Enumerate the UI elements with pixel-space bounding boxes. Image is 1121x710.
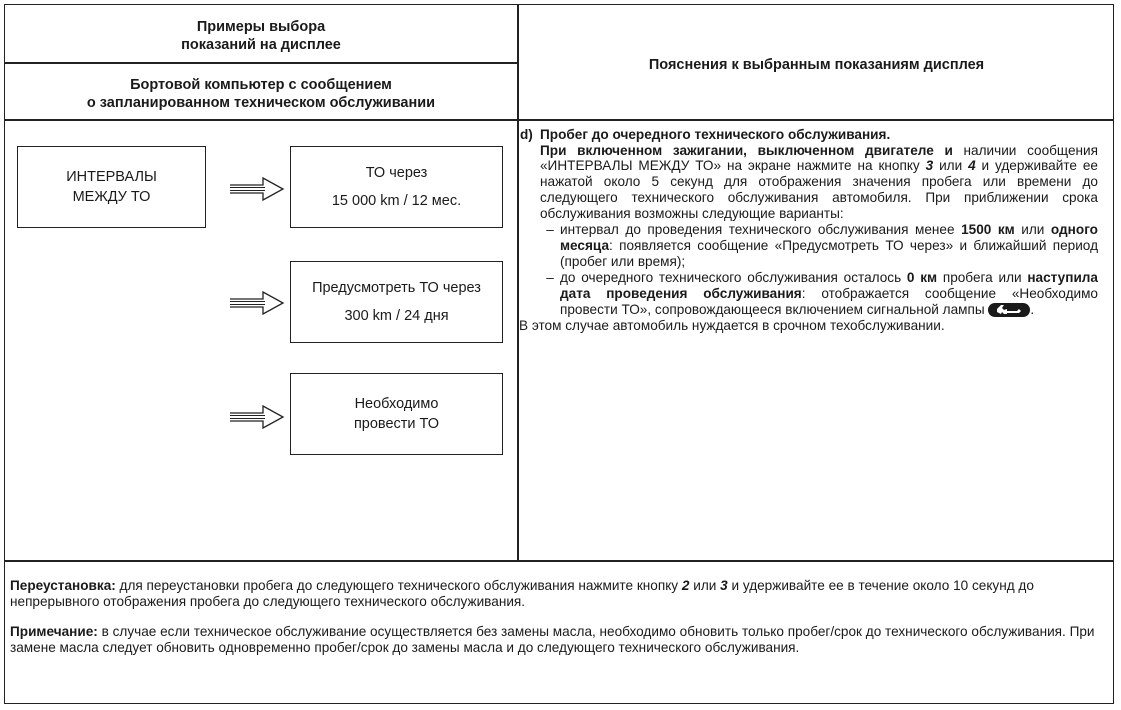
display-intervals-line1: ИНТЕРВАЛЫ	[66, 169, 157, 185]
display-to-in-line1: ТО через	[365, 165, 428, 181]
display-intervals-line2: МЕЖДУ ТО	[72, 189, 151, 205]
header-left-top	[4, 18, 518, 54]
note-label: Примечание:	[10, 624, 98, 639]
header-bottom-rule	[4, 119, 1114, 121]
header-right: Пояснения к выбранным показаниям дисплея	[648, 57, 985, 73]
reset-paragraph: Переустановка: для переустановки пробега до следующего технического обслуживания нажмите кнопку 2 или 3 и удерживайте ее в течение около 10 секунд до непрерывного отображения пробега до следующего технического обслуживания.	[10, 578, 1034, 609]
display-required	[290, 373, 503, 455]
item-letter: d)	[520, 127, 533, 142]
note-paragraph: Примечание: в случае если техническое обслуживание осуществляется без замены масла, необходимо обновить только пробег/срок до технического обслуживания. При замене масла следует обновить одновременно пробег/срок до замены масла и до следующего технического обслуживания.	[10, 624, 1095, 655]
display-required-line1: Необходимо	[354, 396, 439, 412]
header-left-bottom-line2: о запланированном техническом обслуживании	[86, 95, 436, 111]
explanation-item-d	[520, 127, 1098, 317]
reset-label: Переустановка:	[10, 578, 116, 593]
header-left-top-line1: Примеры выбора	[196, 19, 326, 35]
header-left-top-line2: показаний на дисплее	[181, 37, 341, 53]
display-to-in-line2: 15 000 km / 12 мес.	[331, 193, 462, 209]
header-left-bottom-line1: Бортовой компьютер с сообщением	[130, 77, 392, 93]
arrow-right-icon	[229, 289, 285, 317]
display-plan-to-line1: Предусмотреть ТО через	[312, 280, 481, 296]
header-divider-left	[4, 62, 518, 64]
arrow-right-icon	[229, 175, 285, 203]
arrow-right-icon	[229, 403, 285, 431]
display-plan-to	[290, 261, 503, 343]
display-required-line2: провести ТО	[353, 416, 440, 432]
item-paragraph: При включенном зажигании, выключенном двигателе и наличии сообщения «ИНТЕРВАЛЫ МЕЖДУ ТО» на экране нажмите на кнопку 3 или 4 и удерживайте ее нажатой около 5 секунд для отображения значения пробега или времени до следующего технического обслуживания автомобиля. При приближении срока обслуживания возможны следующие варианты:	[540, 142, 1098, 221]
item-title: Пробег до очередного технического обслуживания.	[540, 127, 891, 142]
display-to-in	[290, 146, 503, 228]
bullet-zero-km: – до очередного технического обслуживания осталось 0 км пробега или наступила дата проведения обслуживания: отображается сообщение «Необходимо провести ТО», сопровождающееся включением сигнальной лампы .	[546, 270, 1098, 317]
closing-sentence: В этом случае автомобиль нуждается в срочном техобслуживании.	[519, 318, 945, 334]
display-plan-to-line2: 300 km / 24 дня	[344, 308, 449, 324]
content-bottom-rule	[4, 560, 1114, 562]
explanation-text	[520, 127, 1098, 334]
display-intervals	[17, 146, 206, 228]
bullet-under-1500: – интервал до проведения технического обслуживания менее 1500 км или одного месяца: появляется сообщение «Предусмотреть ТО через» и ближайший период (пробег или время);	[546, 222, 1098, 269]
header-left-bottom	[4, 76, 518, 112]
wrench-warning-lamp-icon	[988, 303, 1030, 317]
